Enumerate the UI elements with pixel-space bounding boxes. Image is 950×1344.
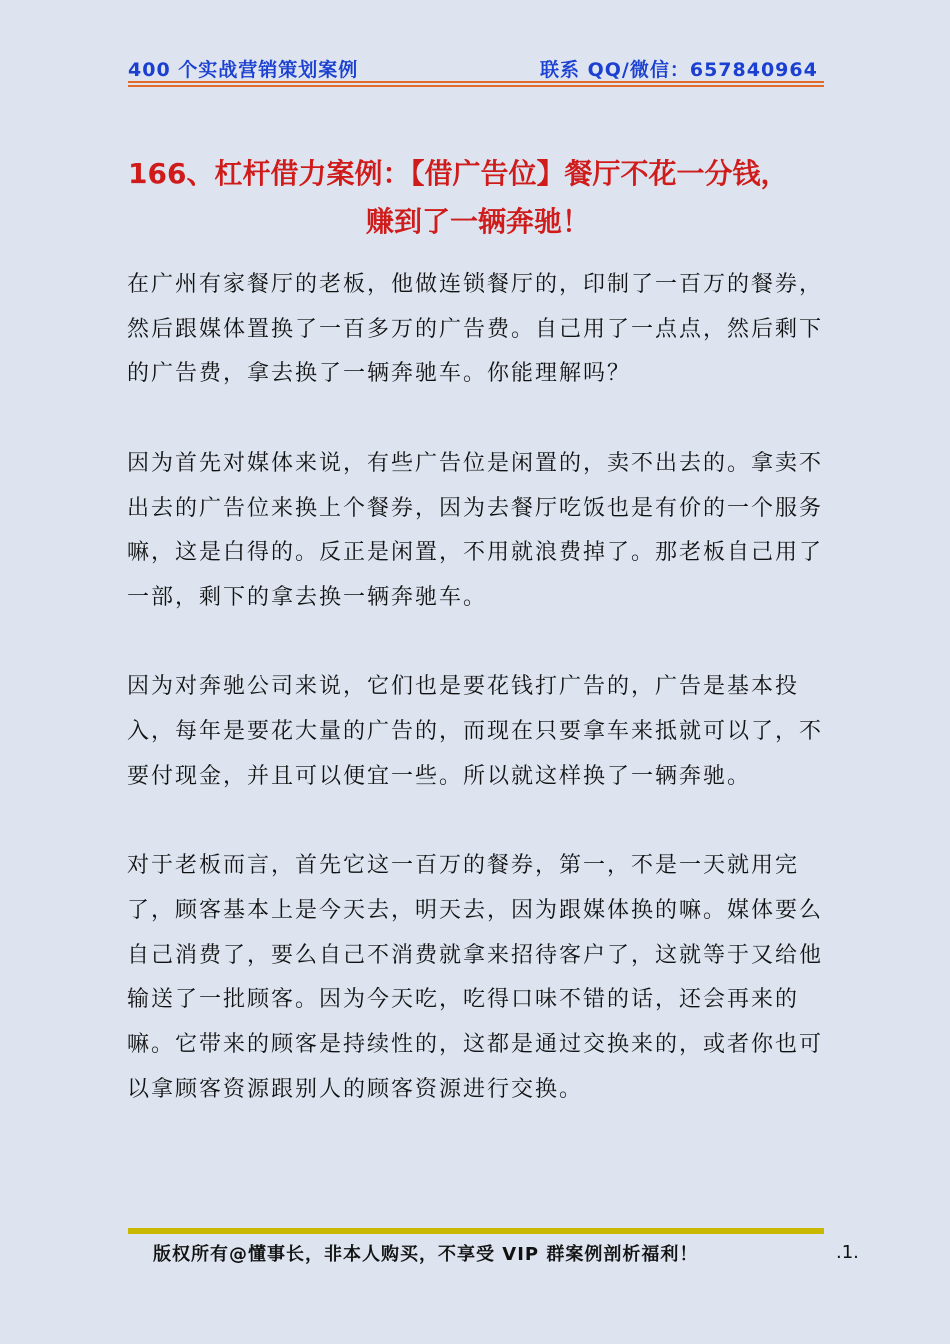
paragraph-4: 对于老板而言，首先它这一百万的餐券，第一，不是一天就用完了，顾客基本上是今天去，明天去，因为跟媒体换的嘛。媒体要么自己消费了，要么自己不消费就拿来招待客户了，这就等于又给他输送了一批顾客。因为今天吃，吃得口味不错的话，还会再来的嘛。它带来的顾客是持续性的，这都是通过交换来的，或者你也可以拿顾客资源跟别人的顾客资源进行交换。 bbox=[127, 853, 824, 1102]
title-line-1: 166、杠杆借力案例：【借广告位】餐厅不花一分钱， bbox=[128, 157, 789, 190]
header-contact: 联系 QQ/微信：657840964 bbox=[540, 59, 818, 81]
header-series-title: 400 个实战营销策划案例 bbox=[128, 59, 359, 81]
paragraph-2: 因为首先对媒体来说，有些广告位是闲置的，卖不出去的。拿卖不出去的广告位来换上个餐券，因为去餐厅吃饭也是有价的一个服务嘛，这是白得的。反正是闲置，不用就浪费掉了。那老板自己用了一部，剩下的拿去换一辆奔驰车。 bbox=[127, 450, 824, 610]
article-title bbox=[128, 150, 828, 246]
paragraph-1: 在广州有家餐厅的老板，他做连锁餐厅的，印制了一百万的餐券，然后跟媒体置换了一百多万的广告费。自己用了一点点，然后剩下的广告费，拿去换了一辆奔驰车。你能理解吗？ bbox=[127, 272, 824, 387]
article-body bbox=[127, 263, 827, 1157]
footer-divider bbox=[128, 1228, 824, 1234]
header-divider bbox=[128, 81, 824, 87]
page-number: .1. bbox=[836, 1242, 859, 1263]
title-line-2: 赚到了一辆奔驰！ bbox=[365, 205, 590, 238]
footer-copyright: 版权所有@懂事长，非本人购买，不享受 VIP 群案例剖析福利！ bbox=[153, 1244, 699, 1265]
paragraph-3: 因为对奔驰公司来说，它们也是要花钱打广告的，广告是基本投入，每年是要花大量的广告的，而现在只要拿车来抵就可以了，不要付现金，并且可以便宜一些。所以就这样换了一辆奔驰。 bbox=[127, 674, 824, 789]
